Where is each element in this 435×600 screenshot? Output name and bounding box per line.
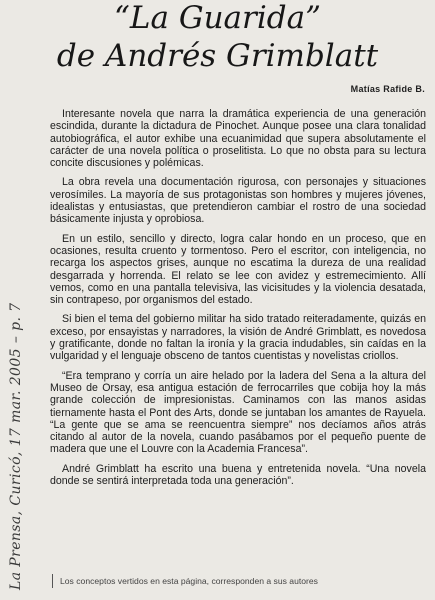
article-paragraph: En un estilo, sencillo y directo, logra calar hondo en un proceso, que en ocasiones, resulta cruento y tormentoso. Pero el escritor, con inteligencia, no recarga los aspectos grises, aunque no escatima la dureza de una realidad desgarrada y horrenda. El relato se lee con avidez y estremecimiento. Allí vemos, como en una pantalla televisiva, las vicisitudes y la violencia desatada, sin contrapeso, por organismos del estado. [50,232,426,307]
article-paragraph: La obra revela una documentación rigurosa, con personajes y situaciones verosímiles. La mayoría de sus protagonistas son hombres y mujeres jóvenes, idealistas y entusiastas, que pretendieron cambiar el rostro de una sociedad básicamente injusta y oprobiosa. [50,176,426,226]
page-footer-disclaimer: Los conceptos vertidos en esta página, corresponden a sus autores [60,576,318,586]
footer-divider [52,574,53,588]
article-title-line-1: “La Guarida” [114,0,321,36]
article-paragraph: “Era temprano y corría un aire helado por la ladera del Sena a la altura del Museo de Orsay, esa antigua estación de ferrocarriles que cobija hoy la más grande colección de impresionistas. Caminamos con las manos asidas tiernamente hasta el Pont des Arts, donde se juntaban los amantes de Rayuela. “La gente que se ama se reencuentra siempre” nos decíamos años atrás citando al autor de la novela, cuando pasábamos por el pequeño puente de madera que une el Louvre con la Academia Francesa”. [50,369,426,456]
article-paragraph: André Grimblatt ha escrito una buena y entretenida novela. “Una novela donde se sentirá interpretada toda una generación”. [50,462,426,488]
article-paragraph: Interesante novela que narra la dramática experiencia de una generación escindida, durante la dictadura de Pinochet. Aunque posee una clara tonalidad autobiográfica, el autor exhibe una ecuanimidad que supera absolutamente el carácter de una novela política o proselitista. Lo que no obsta para su lectura concite discusiones y polémicas. [50,108,426,170]
article-paragraph: Si bien el tema del gobierno militar ha sido tratado reiteradamente, quizás en exceso, por ensayistas y narradores, la visión de André Grimblatt, es novedosa y gratificante, donde no faltan la ironía y la gracia indudables, sin caídas en la vulgaridad y el lenguaje obsceno de tantos cuentistas y novelistas criollos. [50,313,426,363]
article-body [50,108,426,494]
article-author: Matías Rafide B. [350,84,425,94]
handwritten-source-note: La Prensa, Curicó, 17 mar. 2005 – p. 7 [8,302,24,590]
article-title-line-2: de Andrés Grimblatt [56,38,379,74]
